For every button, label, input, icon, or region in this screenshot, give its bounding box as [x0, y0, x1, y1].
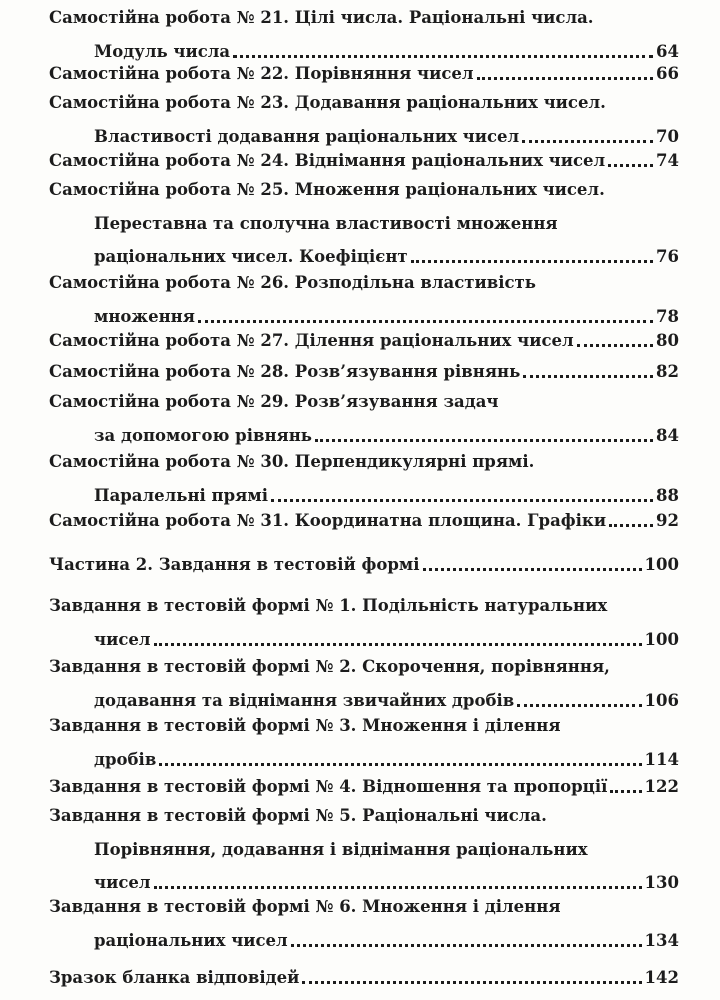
toc-entry-title: Переставна та сполучна властивості множення — [94, 214, 558, 233]
toc-entry-answer-sheet — [0, 968, 720, 988]
toc-entry-title: раціональних чисел — [94, 931, 288, 950]
dot-leader — [608, 164, 653, 167]
toc-page-number: 76 — [656, 247, 679, 266]
toc-entry-title: Самостійна робота № 29. Розв’язування задач — [49, 392, 499, 411]
dot-leader — [477, 77, 654, 80]
toc-entry-title: Завдання в тестовій формі № 1. Подільність натуральних — [49, 596, 608, 615]
toc-page-number: 64 — [656, 42, 679, 61]
toc-entry-test-4 — [0, 777, 720, 797]
dot-leader — [291, 944, 642, 947]
toc-entry-title: Завдання в тестовій формі № 4. Відношення та пропорції — [49, 777, 608, 796]
toc-entry-21 — [0, 8, 720, 62]
dot-leader — [159, 763, 641, 766]
toc-page-number: 122 — [644, 777, 679, 796]
toc-entry-title: Самостійна робота № 30. Перпендикулярні прямі. — [49, 452, 535, 471]
toc-page-number: 142 — [644, 968, 679, 987]
toc-entry-test-2 — [0, 657, 720, 711]
toc-entry-24 — [0, 151, 720, 171]
dot-leader — [577, 344, 653, 347]
dot-leader — [523, 375, 653, 378]
toc-entry-29 — [0, 392, 720, 446]
toc-entry-title: Паралельні прямі — [94, 486, 268, 505]
toc-page-number: 100 — [644, 630, 679, 649]
dot-leader — [423, 568, 642, 571]
toc-entry-title: Самостійна робота № 31. Координатна площина. Графіки — [49, 511, 607, 530]
toc-entry-test-3 — [0, 716, 720, 770]
dot-leader — [233, 55, 653, 58]
toc-entry-test-6 — [0, 897, 720, 951]
toc-entry-title: Порівняння, додавання і віднімання раціональних — [94, 840, 588, 859]
dot-leader — [609, 524, 653, 527]
toc-entry-title: Завдання в тестовій формі № 3. Множення і ділення — [49, 716, 561, 735]
toc-entry-27 — [0, 331, 720, 351]
toc-entry-25 — [0, 180, 720, 267]
toc-entry-title: Самостійна робота № 21. Цілі числа. Раціональні числа. — [49, 8, 594, 27]
toc-entry-title: чисел — [94, 873, 151, 892]
toc-page-number: 82 — [656, 362, 679, 381]
dot-leader — [154, 886, 642, 889]
toc-entry-title: Самостійна робота № 26. Розподільна властивість — [49, 273, 536, 292]
dot-leader — [154, 643, 642, 646]
toc-entry-title: раціональних чисел. Коефіцієнт — [94, 247, 408, 266]
toc-section-part-2 — [0, 555, 720, 575]
toc-entry-title: Самостійна робота № 27. Ділення раціональних чисел — [49, 331, 574, 350]
toc-entry-22 — [0, 64, 720, 84]
toc-entry-title: Самостійна робота № 24. Віднімання раціональних чисел — [49, 151, 606, 170]
dot-leader — [610, 790, 641, 793]
toc-entry-title: чисел — [94, 630, 151, 649]
toc-entry-title: Завдання в тестовій формі № 5. Раціональні числа. — [49, 806, 547, 825]
dot-leader — [522, 140, 653, 143]
dot-leader — [315, 439, 653, 442]
dot-leader — [198, 320, 653, 323]
toc-entry-title: Самостійна робота № 28. Розв’язування рівнянь — [49, 362, 521, 381]
toc-entry-title: дробів — [94, 750, 157, 769]
toc-entry-title: Модуль числа — [94, 42, 231, 61]
toc-page-number: 106 — [644, 691, 679, 710]
toc-page-number: 100 — [644, 555, 679, 574]
toc-page-number: 88 — [656, 486, 679, 505]
toc-page-number: 130 — [644, 873, 679, 892]
toc-page-number: 74 — [656, 151, 679, 170]
toc-entry-title: за допомогою рівнянь — [94, 426, 312, 445]
toc-entry-title: Зразок бланка відповідей — [49, 968, 300, 987]
toc-entry-31 — [0, 511, 720, 531]
dot-leader — [271, 499, 653, 502]
toc-entry-title: Завдання в тестовій формі № 6. Множення і ділення — [49, 897, 561, 916]
dot-leader — [517, 704, 641, 707]
toc-page-number: 84 — [656, 426, 679, 445]
toc-entry-test-1 — [0, 596, 720, 650]
toc-page-number: 134 — [644, 931, 679, 950]
toc-entry-title: Самостійна робота № 25. Множення раціональних чисел. — [49, 180, 605, 199]
toc-page-number: 66 — [656, 64, 679, 83]
toc-entry-title: Завдання в тестовій формі № 2. Скорочення, порівняння, — [49, 657, 610, 676]
toc-entry-title: множення — [94, 307, 195, 326]
toc-entry-title: Самостійна робота № 23. Додавання раціональних чисел. — [49, 93, 606, 112]
toc-entry-23 — [0, 93, 720, 147]
toc-page-number: 78 — [656, 307, 679, 326]
toc-entry-title: додавання та віднімання звичайних дробів — [94, 691, 515, 710]
section-title: Частина 2. Завдання в тестовій формі — [49, 555, 420, 574]
toc-entry-title: Властивості додавання раціональних чисел — [94, 127, 520, 146]
toc-entry-title: Самостійна робота № 22. Порівняння чисел — [49, 64, 474, 83]
toc-page-number: 92 — [656, 511, 679, 530]
toc-entry-30 — [0, 452, 720, 506]
dot-leader — [411, 260, 653, 263]
toc-entry-28 — [0, 362, 720, 382]
toc-entry-test-5 — [0, 806, 720, 893]
toc-page-number: 80 — [656, 331, 679, 350]
toc-page-number: 114 — [644, 750, 679, 769]
toc-page-number: 70 — [656, 127, 679, 146]
toc-entry-26 — [0, 273, 720, 327]
dot-leader — [302, 981, 641, 984]
